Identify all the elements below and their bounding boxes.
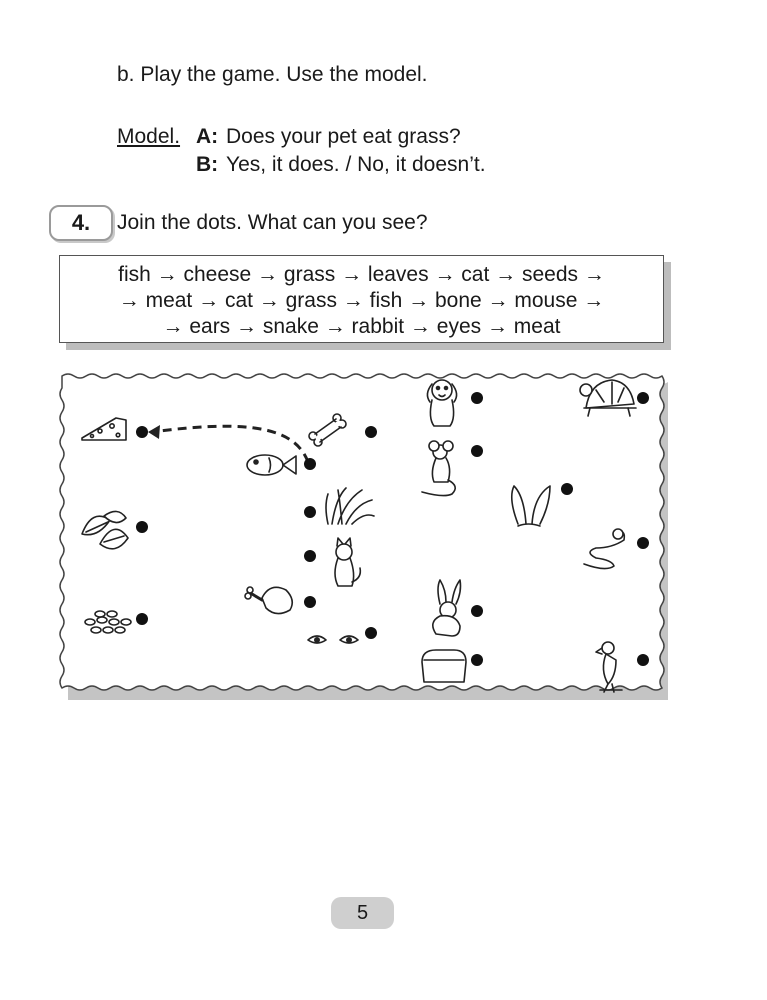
word-sequence-line-2: → meat → cat → grass → fish → bone → mouse → — [118, 289, 605, 312]
dot[interactable] — [471, 605, 483, 617]
wavy-frame — [60, 374, 664, 690]
word-sequence-line-1: fish → cheese → grass → leaves → cat → seeds → — [118, 263, 605, 286]
exercise-number-badge: 4. — [49, 205, 113, 241]
dot[interactable] — [136, 521, 148, 533]
dot[interactable] — [637, 537, 649, 549]
page-number: 5 — [331, 897, 394, 929]
bread-icon — [422, 650, 466, 682]
section-b-instruction: b. Play the game. Use the model. — [117, 63, 428, 86]
dot[interactable] — [304, 550, 316, 562]
dot[interactable] — [637, 654, 649, 666]
dot[interactable] — [304, 506, 316, 518]
dot[interactable] — [561, 483, 573, 495]
model-line-b: Yes, it does. / No, it doesn’t. — [226, 153, 486, 176]
model-line-a: Does your pet eat grass? — [226, 125, 461, 148]
dot[interactable] — [471, 445, 483, 457]
word-sequence-box — [59, 255, 664, 343]
model-speaker-a: A: — [196, 125, 219, 148]
model-label: Model. — [117, 125, 181, 148]
dot[interactable] — [471, 654, 483, 666]
word-sequence-line-3: → ears → snake → rabbit → eyes → meat — [162, 315, 561, 338]
dot[interactable] — [136, 613, 148, 625]
dot[interactable] — [471, 392, 483, 404]
dot[interactable] — [637, 392, 649, 404]
dot[interactable] — [365, 627, 377, 639]
dot[interactable] — [365, 426, 377, 438]
dot[interactable] — [304, 596, 316, 608]
model-speaker-b: B: — [196, 153, 219, 176]
exercise-instruction: Join the dots. What can you see? — [117, 211, 428, 234]
dot-to-dot-area — [56, 368, 676, 708]
dot[interactable] — [136, 426, 148, 438]
dot[interactable] — [304, 458, 316, 470]
